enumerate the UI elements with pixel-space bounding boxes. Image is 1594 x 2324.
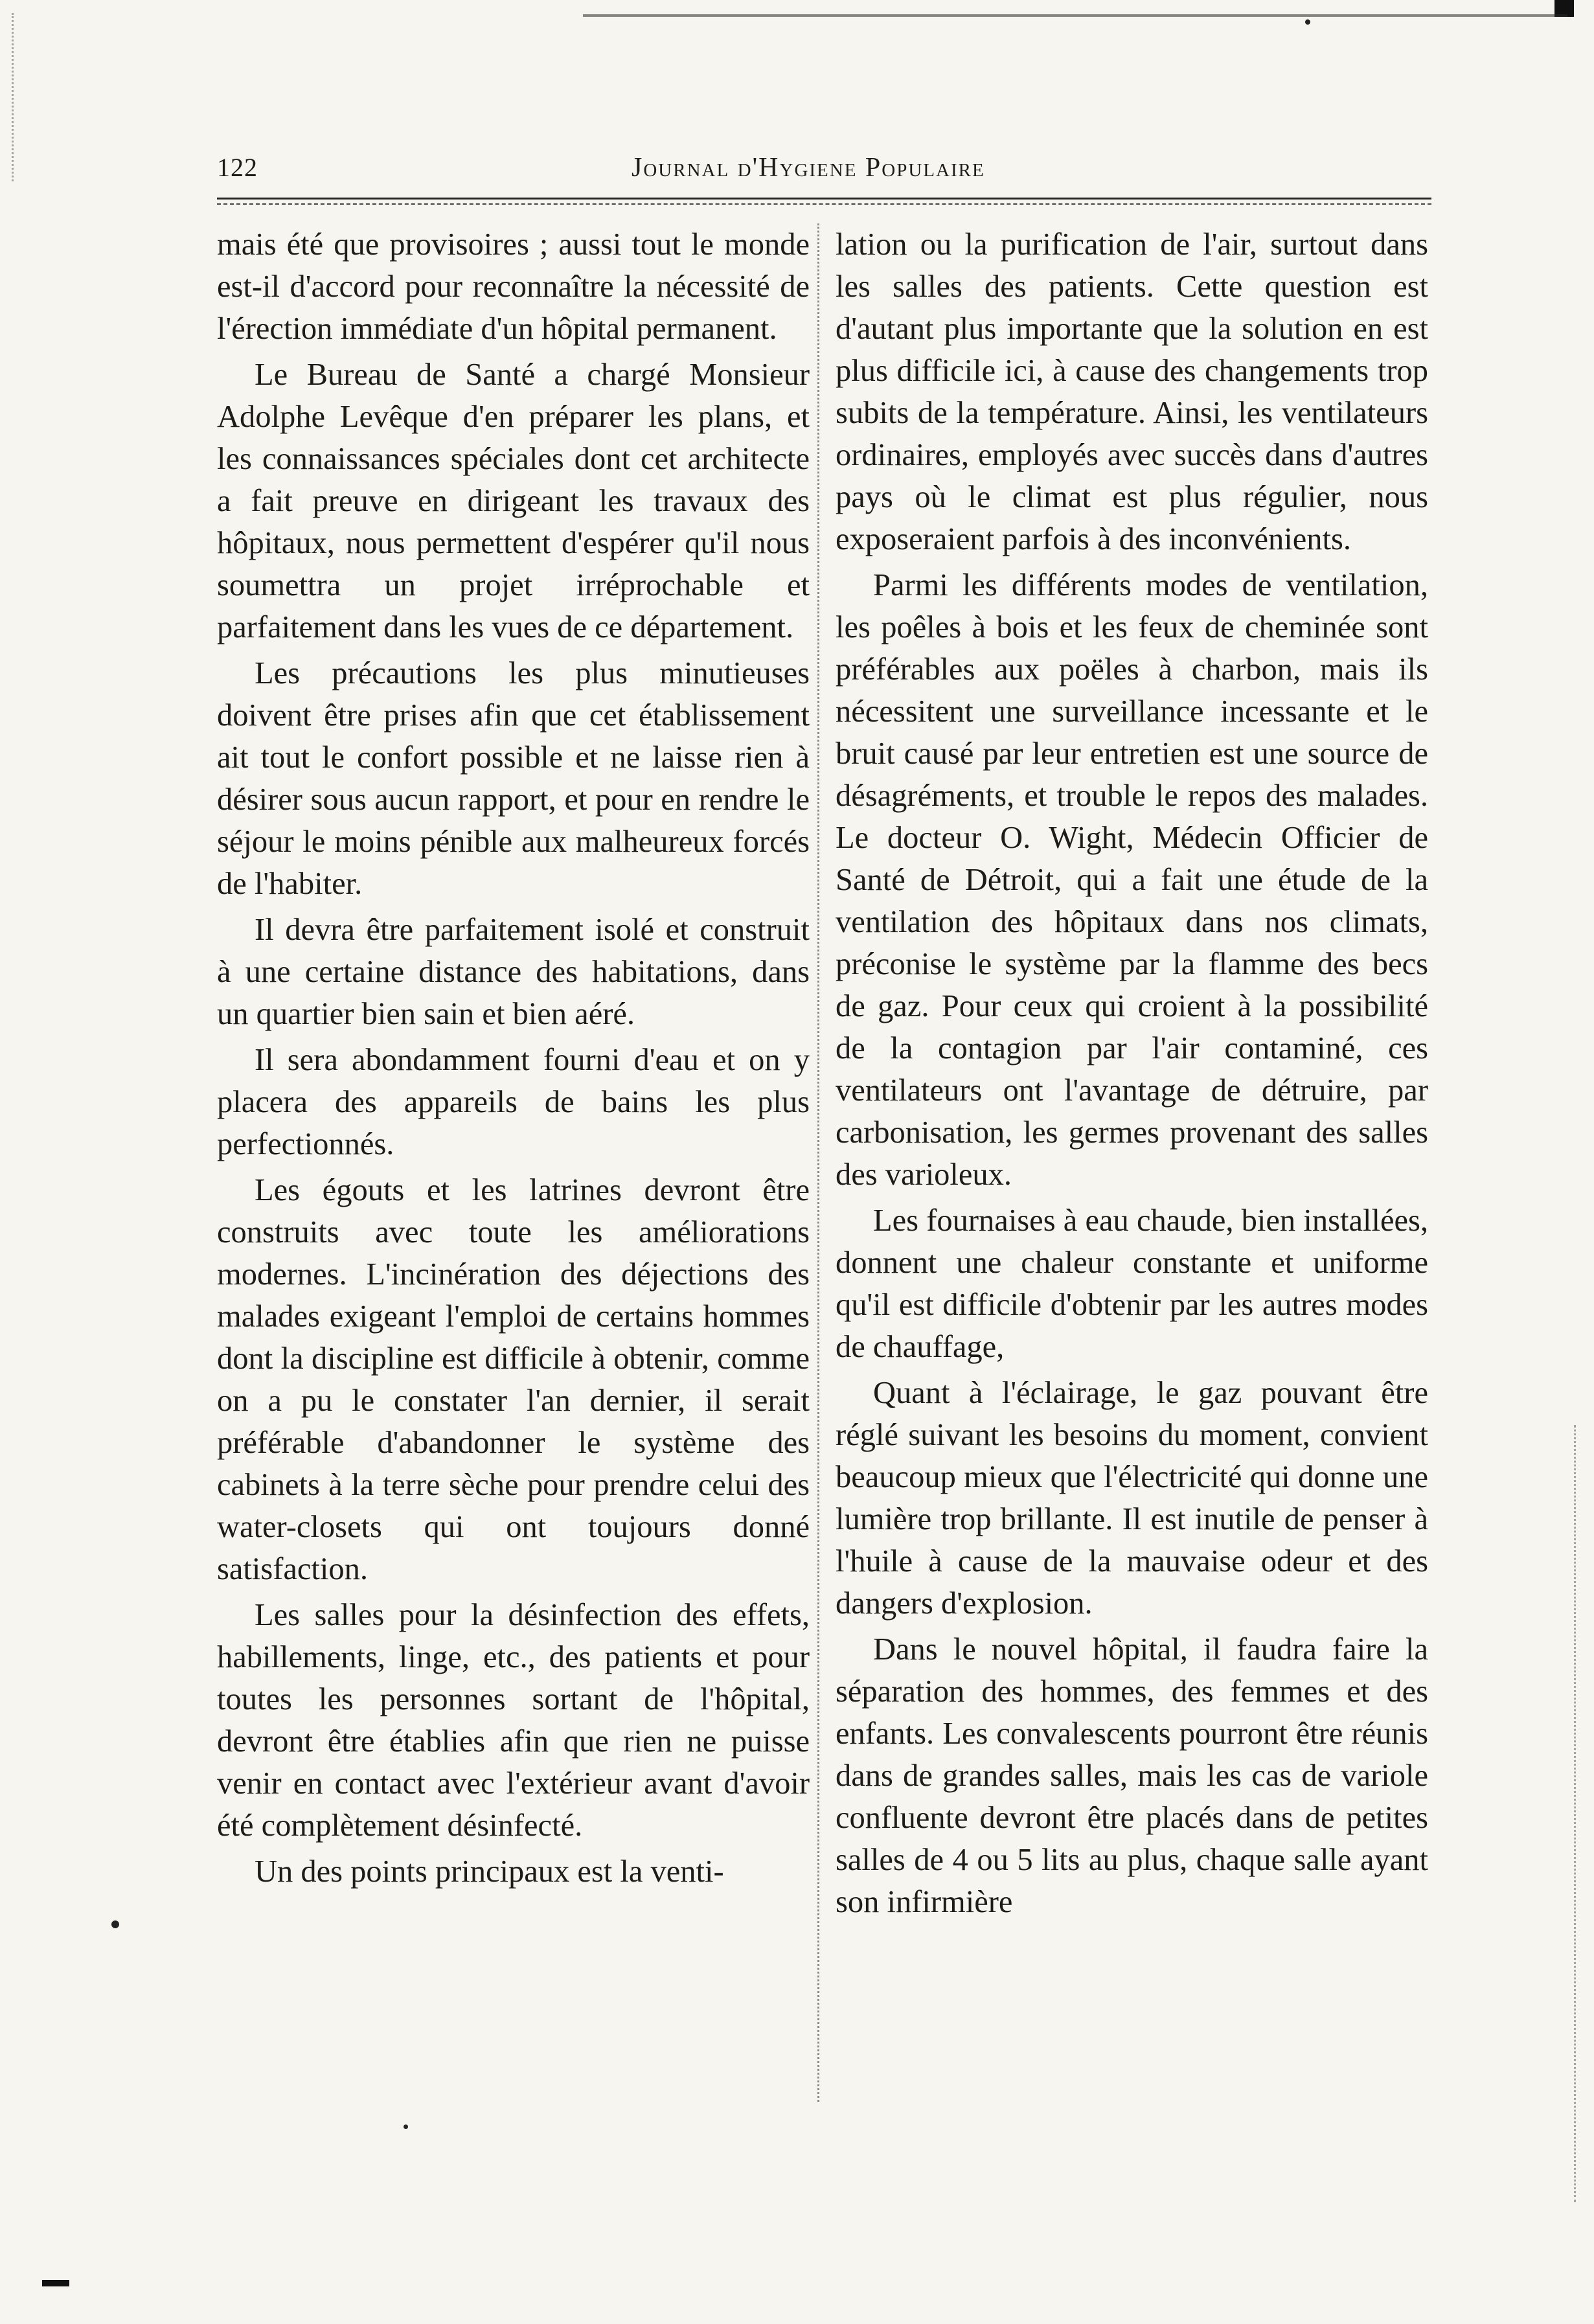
paragraph: Les égouts et les latrines devront être construits avec toute les améliorations modernes. L'incinération des déjections des malades exigeant l'emploi de certains hommes dont la discipline est difficile à obtenir, comme on a pu le constater l'an dernier, il serait préférable d'abandonner le système des cabinets à la terre sèche pour prendre celui des water-closets qui ont toujours donné satisfaction.: [217, 1173, 810, 1586]
header-rule: [217, 198, 1431, 205]
paragraph: Un des points principaux est la venti-: [255, 1854, 724, 1889]
scan-edge-mark: [42, 2280, 69, 2286]
page-number: 122: [217, 153, 258, 182]
paragraph: Quant à l'éclairage, le gaz pouvant être réglé suivant les besoins du moment, convient beaucoup mieux que l'électricité qui donne une lumière trop brillante. Il est inutile de penser à l'huile à cause de la mauvaise odeur et des dangers d'explosion.: [836, 1376, 1428, 1621]
page-header: [217, 152, 1431, 191]
paragraph: Les fournaises à eau chaude, bien installées, donnent une chaleur constante et uniforme qu'il est difficile d'obtenir par les autres modes de chauffage,: [836, 1203, 1428, 1364]
ink-speck: [1305, 19, 1310, 25]
ink-speck: [111, 1920, 119, 1928]
paragraph: Dans le nouvel hôpital, il faudra faire la séparation des hommes, des femmes et des enfants. Les convalescents pourront être réunis dans de grandes salles, mais les cas de variole confluente devront être placés dans de petites salles de 4 ou 5 lits au plus, chaque salle ayant son infirmière: [836, 1632, 1428, 1919]
running-title: Journal d'Hygiene Populaire: [632, 153, 985, 183]
right-column: [836, 223, 1428, 1923]
paragraph: Les salles pour la désinfection des effets, habillements, linge, etc., des patients et pour toutes les personnes sortant de l'hôpital, devront être établies afin que rien ne puisse venir en contact avec l'extérieur avant d'avoir été complètement désinfecté.: [217, 1598, 810, 1843]
paragraph: Le Bureau de Santé a chargé Monsieur Adolphe Levêque d'en préparer les plans, et les connaissances spéciales dont cet architecte a fait preuve en dirigeant les travaux des hôpitaux, nous permettent d'espérer qu'il nous soumettra un projet irréprochable et parfaitement dans les vues de ce département.: [217, 358, 810, 644]
column-divider: [817, 223, 819, 2102]
paragraph: Il devra être parfaitement isolé et construit à une certaine distance des habitations, dans un quartier bien sain et bien aéré.: [217, 913, 810, 1031]
paragraph: Il sera abondamment fourni d'eau et on y placera des appareils de bains les plus perfectionnés.: [217, 1043, 810, 1161]
paragraph: Les précautions les plus minutieuses doivent être prises afin que cet établissement ait tout le confort possible et ne laisse rien à désirer sous aucun rapport, et pour en rendre le séjour le moins pénible aux malheureux forcés de l'habiter.: [217, 656, 810, 901]
ink-speck: [404, 2125, 408, 2129]
left-column: [217, 223, 810, 1893]
page-edge-specks: [1574, 1425, 1590, 2202]
paragraph: lation ou la purification de l'air, surtout dans les salles des patients. Cette question est d'autant plus importante que la solution en est plus difficile ici, à cause des changements trop subits de la température. Ainsi, les ventilateurs ordinaires, employés avec succès dans d'autres pays où le climat est plus régulier, nous exposeraient parfois à des inconvénients.: [836, 227, 1428, 556]
top-scan-rule: [583, 14, 1567, 17]
binding-edge-specks: [12, 13, 40, 181]
paragraph: mais été que provisoires ; aussi tout le monde est-il d'accord pour reconnaître la nécessité de l'érection immédiate d'un hôpital permanent.: [217, 227, 810, 346]
paragraph: Parmi les différents modes de ventilation, les poêles à bois et les feux de cheminée sont préférables aux poëles à charbon, mais ils nécessitent une surveillance incessante et le bruit causé par leur entretien est une source de désagréments, et trouble le repos des malades. Le docteur O. Wight, Médecin Officier de Santé de Détroit, qui a fait une étude de la ventilation des hôpitaux dans nos climats, préconise le système par la flamme des becs de gaz. Pour ceux qui croient à la possibilité de la contagion par l'air contaminé, ces ventilateurs ont l'avantage de détruire, par carbonisation, les germes provenant des salles des varioleux.: [836, 568, 1428, 1192]
